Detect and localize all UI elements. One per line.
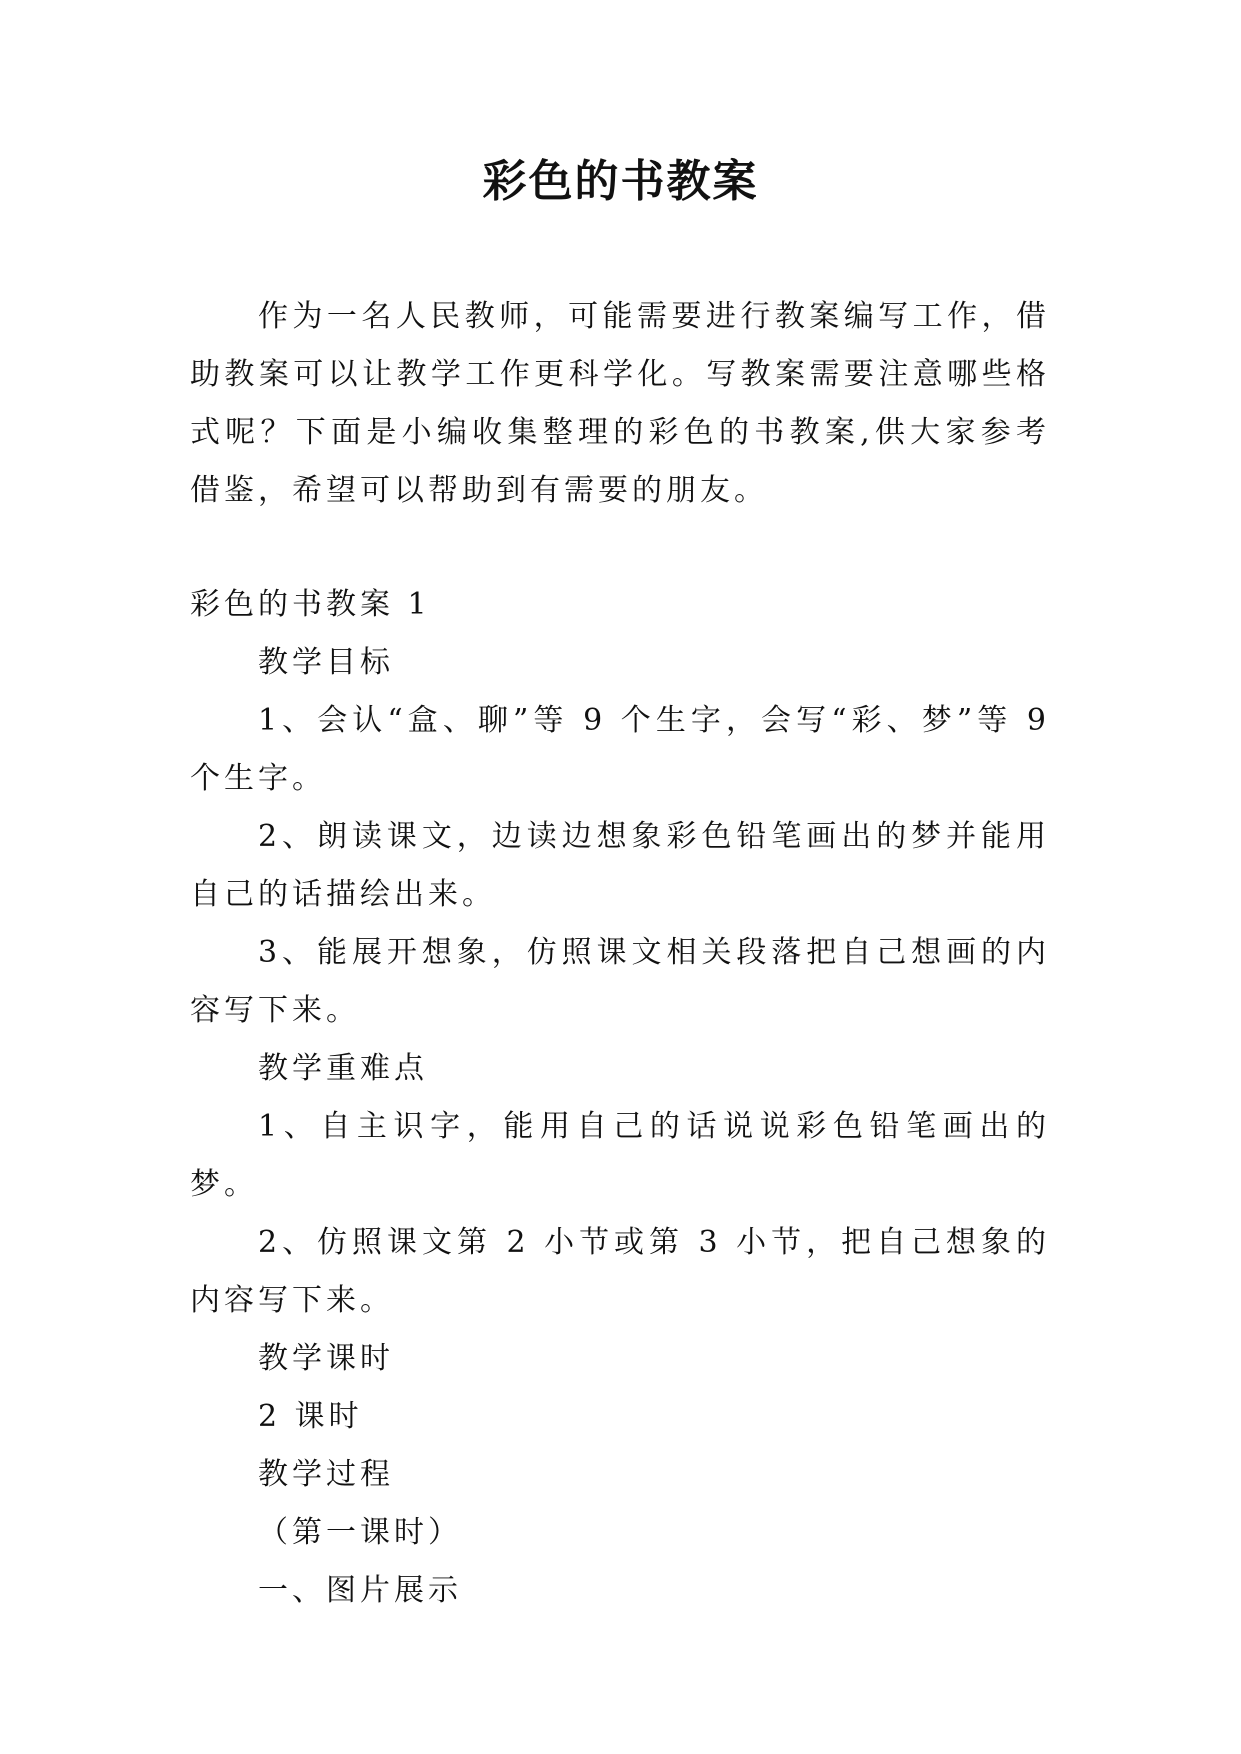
paragraph: 一、图片展示 (258, 1573, 462, 1608)
section-heading: 彩色的书教案 1 (190, 587, 431, 622)
paragraph: 教学重难点 (258, 1051, 428, 1086)
intro-paragraph: 作为一名人民教师，可能需要进行教案编写工作，借助教案可以让教学工作更科学化。写教案需要注意哪些格式呢？下面是小编收集整理的彩色的书教案,供大家参考借鉴，希望可以帮助到有需要的朋友。 (190, 299, 1050, 508)
paragraph: 教学课时 (258, 1341, 394, 1376)
paragraph: 2 课时 (258, 1399, 363, 1434)
document-title: 彩色的书教案 (482, 156, 759, 207)
paragraph: 2、朗读课文，边读边想象彩色铅笔画出的梦并能用自己的话描绘出来。 (190, 819, 1050, 912)
paragraph: 1、自主识字，能用自己的话说说彩色铅笔画出的梦。 (190, 1109, 1050, 1202)
paragraph: 3、能展开想象，仿照课文相关段落把自己想画的内容写下来。 (190, 935, 1050, 1028)
paragraph: （第一课时） (258, 1515, 462, 1550)
paragraph: 2、仿照课文第 2 小节或第 3 小节，把自己想象的内容写下来。 (190, 1225, 1050, 1318)
paragraph: 教学过程 (258, 1457, 394, 1492)
document-body (190, 576, 1050, 1620)
paragraph: 1、会认“盒、聊”等 9 个生字，会写“彩、梦”等 9 个生字。 (190, 703, 1050, 796)
paragraph: 教学目标 (258, 645, 394, 680)
